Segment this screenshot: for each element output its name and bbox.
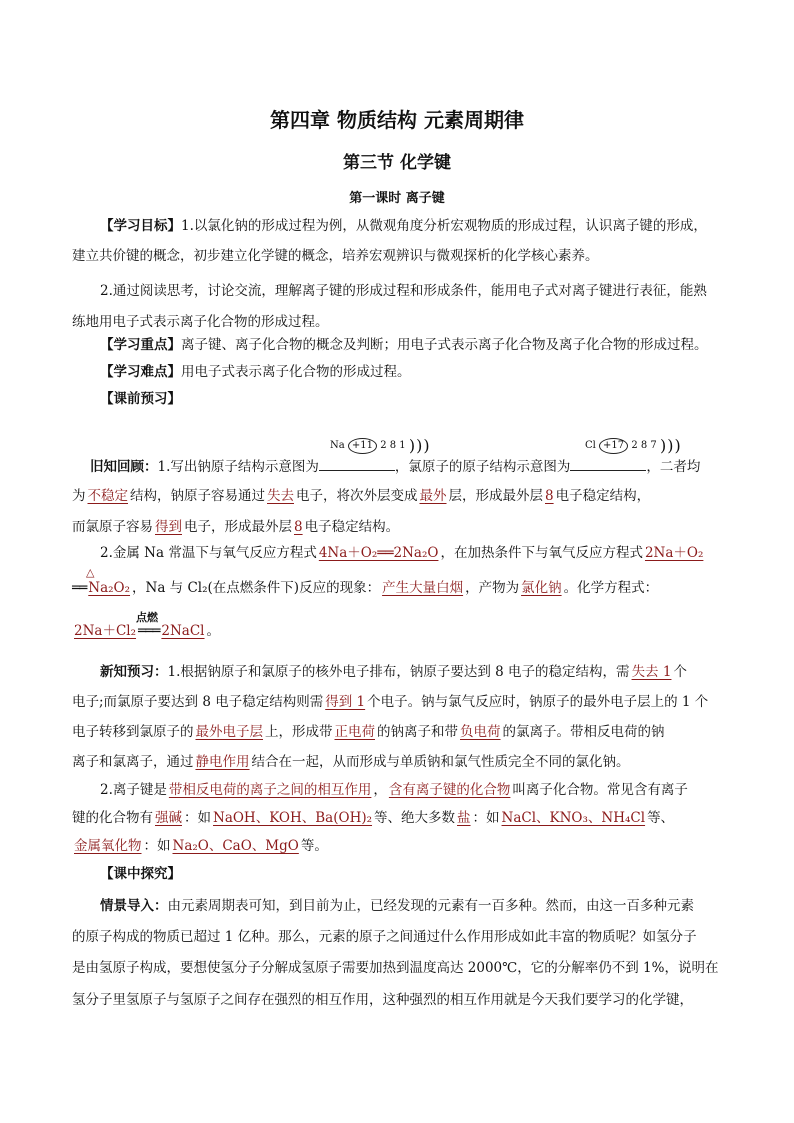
answer-blank [319, 456, 395, 471]
review-line-6: 2Na＋Cl₂ ═══ 2NaCl 。 [74, 623, 221, 639]
scene-line-3: 是由氢原子构成，要想使氢分子分解成氢原子需要加热到温度高达 2000℃，它的分解率仍不到 1%，说明在 [72, 960, 719, 976]
scene-line-1: 情景导入：由元素周期表可知，到目前为止，已经发现的元素有一百多种。然而，由这一百多种元素 [100, 898, 694, 914]
goals-line-3: 2.通过阅读思考，讨论交流，理解离子键的形成过程和形成条件，能用电子式对离子键进行表征，能熟 [100, 283, 707, 299]
explore-tag: 【课中探究】 [100, 866, 181, 882]
goals-line-1: 【学习目标】1.以氯化钠的形成过程为例，从微观角度分析宏观物质的形成过程，认识离子键的形成， [100, 218, 707, 234]
chapter-title: 第四章 物质结构 元素周期律 [270, 108, 524, 132]
review-line-2: 为 不稳定 结构，钠原子容易通过 失去 电子，将次外层变成 最外 层，形成最外层 8 电子稳定结构， [72, 488, 651, 504]
review-line-5: ══ Na₂O₂ ，Na 与 Cl₂(在点燃条件下)反应的现象： 产生大量白烟 ，产物为 氯化钠 。化学方程式： [72, 580, 659, 596]
sodium-nucleus: +11 [348, 438, 377, 454]
goals-tag: 【学习目标】 [100, 218, 181, 234]
review-line-3: 而氯原子容易 得到 电子，形成最外层 8 电子稳定结构。 [72, 519, 400, 535]
review-line-4: 2.金属 Na 常温下与氧气反应方程式 4Na＋O₂══2Na₂O ，在加热条件下与氧气反应方程式 2Na＋O₂ [100, 545, 704, 561]
difficulty: 【学习难点】用电子式表示离子化合物的形成过程。 [100, 364, 411, 380]
new-line-2: 电子;而氯原子要达到 8 电子稳定结构则需 得到 1 个电子。钠与氯气反应时，钠原子的最外电子层上的 1 个 [72, 694, 709, 710]
new-line-5: 2.离子键是 带相反电荷的离子之间的相互作用 ， 含有离子键的化合物 叫离子化合物。常见含有离子 [100, 782, 688, 798]
goals-line-4: 练地用电子式表示离子化合物的形成过程。 [72, 314, 329, 330]
answer-blank [570, 456, 646, 471]
review-line-1: 旧知回顾：1.写出钠原子结构示意图为 ，氯原子的原子结构示意图为 ，二者均 [90, 456, 750, 477]
new-line-1: 新知预习：1.根据钠原子和氯原子的核外电子排布，钠原子要达到 8 电子的稳定结构，需 失去 1 个 [100, 664, 687, 680]
goals-line-2: 建立共价键的概念，初步建立化学键的概念，培养宏观辨识与微观探析的化学核心素养。 [72, 248, 599, 264]
key-points: 【学习重点】离子键、离子化合物的概念及判断；用电子式表示离子化合物及离子化合物的形成过程。 [100, 337, 708, 353]
sodium-atom-diagram: Na +11 2 8 1 ))) [330, 436, 431, 455]
electron-shell-arcs: ))) [408, 436, 431, 455]
scene-line-2: 的原子构成的物质已超过 1 亿种。那么，元素的原子之间通过什么作用形成如此丰富的物质呢？如氢分子 [72, 929, 697, 945]
new-line-6: 键的化合物有 强碱 ：如 NaOH、KOH、Ba(OH)₂ 等、绝大多数 盐 ：如 NaCl、KNO₃、NH₄Cl 等、 [72, 810, 675, 826]
new-line-3: 电子转移到氯原子的 最外电子层 上，形成带 正电荷 的钠离子和带 负电荷 的氯离子。带相反电荷的钠 [72, 724, 665, 740]
electron-shell-arcs: ))) [659, 436, 682, 455]
section-title: 第三节 化学键 [343, 153, 451, 173]
new-line-7: 金属氧化物 ：如 Na₂O、CaO、MgO 等。 [74, 838, 328, 854]
new-line-4: 离子和氯离子，通过 静电作用 结合在一起，从而形成与单质钠和氯气性质完全不同的氯化钠。 [72, 754, 630, 770]
ignition-condition: 点燃 [136, 611, 158, 624]
lesson-title: 第一课时 离子键 [349, 191, 445, 206]
heating-condition: △ [86, 566, 95, 579]
preview-tag: 【课前预习】 [100, 391, 181, 407]
chlorine-atom-diagram: Cl +17 2 8 7 ))) [585, 436, 682, 455]
scene-line-4: 氢分子里氢原子与氢原子之间存在强烈的相互作用，这种强烈的相互作用就是今天我们要学习的化学键， [72, 992, 693, 1008]
chlorine-nucleus: +17 [599, 438, 628, 454]
